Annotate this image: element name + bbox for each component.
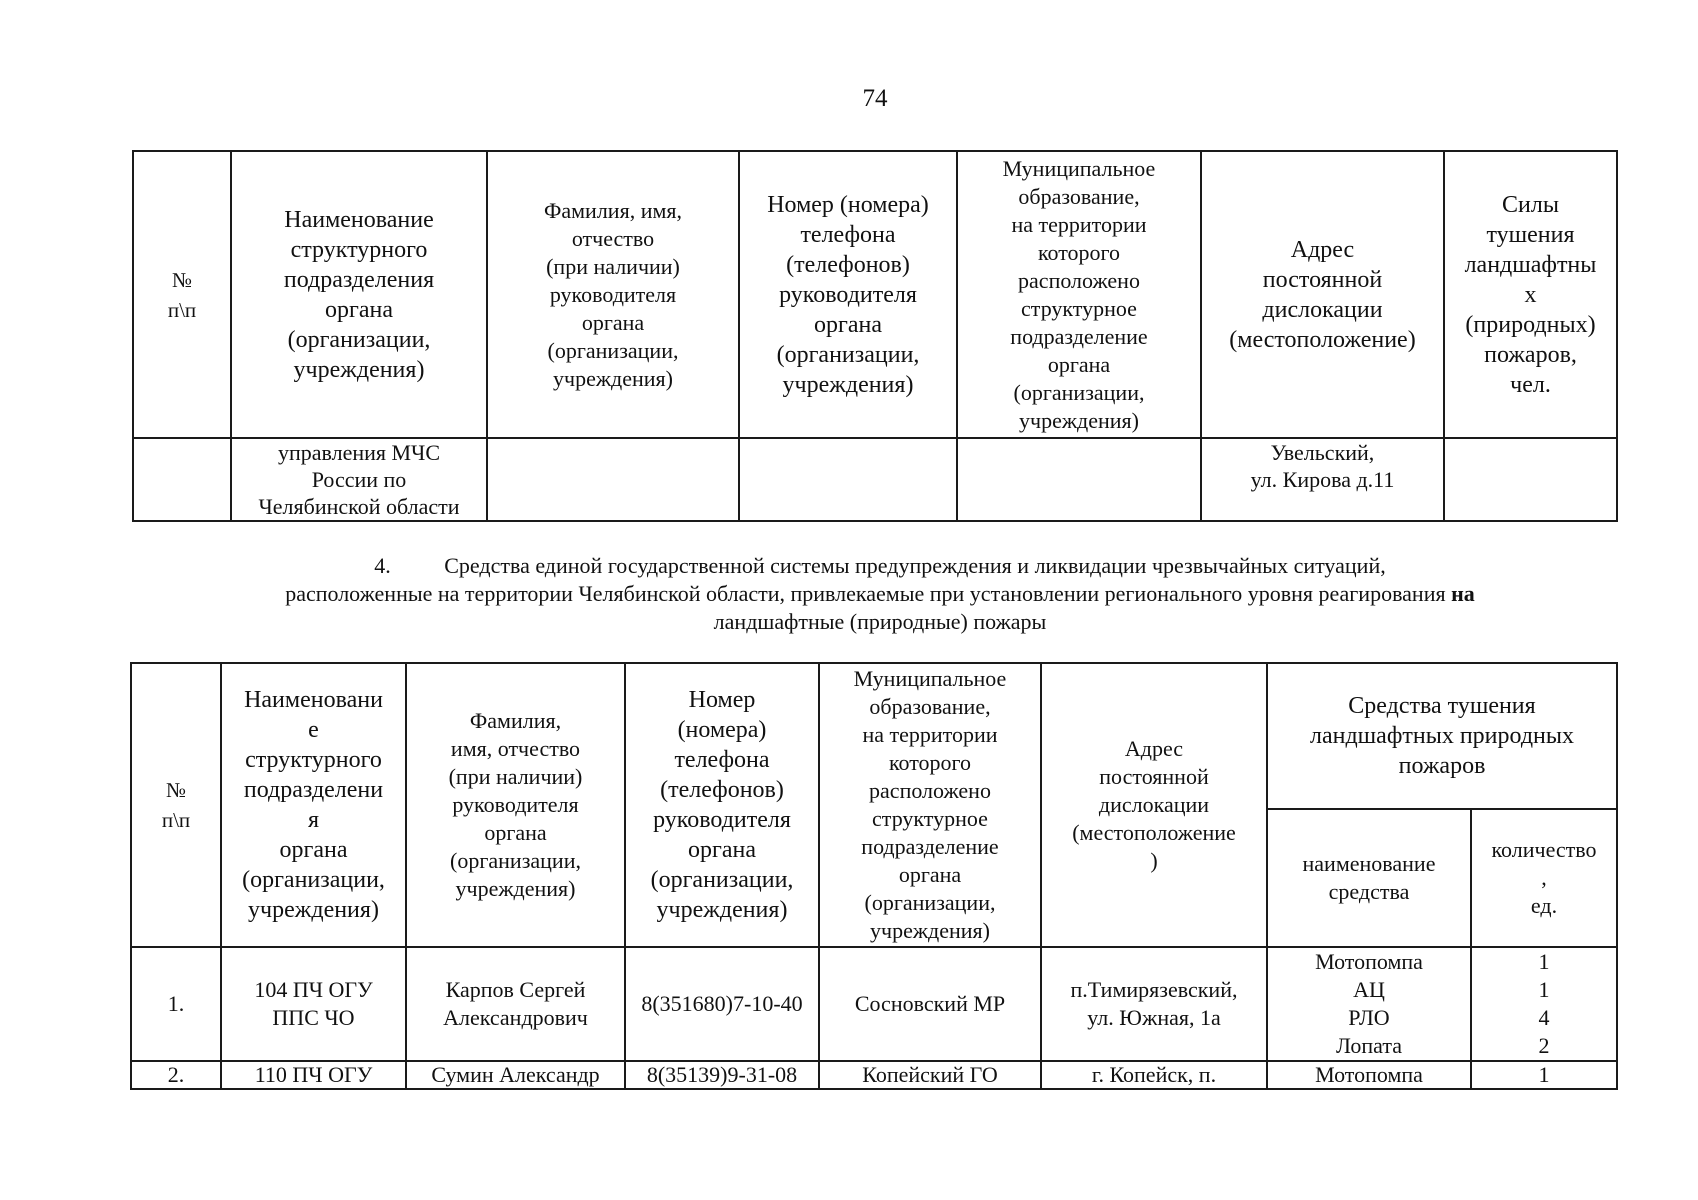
header-phone: Номер (номера) телефона (телефонов) руководителя органа (организации, учреждения) bbox=[739, 151, 957, 438]
cell-number: 2. bbox=[131, 1061, 221, 1089]
cell-means-names bbox=[1267, 947, 1471, 1061]
means-qty: 1 bbox=[1538, 949, 1550, 974]
cell-address: п.Тимирязевский, ул. Южная, 1а bbox=[1041, 947, 1267, 1061]
header-head-name: Фамилия, имя, отчество (при наличии) руководителя органа (организации, учреждения) bbox=[487, 151, 739, 438]
header-unit-name: Наименовани е структурного подразделени я органа (организации, учреждения) bbox=[221, 663, 406, 947]
cell-forces bbox=[1444, 438, 1617, 521]
section-title-bold: на bbox=[1451, 581, 1475, 606]
header-municipality: Муниципальное образование, на территории которого расположено структурное подразделение органа (организации, учреждения) bbox=[819, 663, 1041, 947]
means-table bbox=[130, 662, 1618, 1090]
cell-head-name: Карпов Сергей Александрович bbox=[406, 947, 625, 1061]
table-header-row bbox=[131, 663, 1617, 809]
cell-phone bbox=[739, 438, 957, 521]
table-row bbox=[133, 438, 1617, 521]
header-municipality: Муниципальное образование, на территории которого расположено структурное подразделение органа (организации, учреждения) bbox=[957, 151, 1201, 438]
cell-municipality bbox=[957, 438, 1201, 521]
table-row bbox=[131, 1061, 1617, 1089]
header-means: Средства тушения ландшафтных природных пожаров bbox=[1267, 663, 1617, 809]
section-title-line1: Средства единой государственной системы предупреждения и ликвидации чрезвычайных ситуаций, bbox=[444, 553, 1386, 578]
cell-head-name: Сумин Александр bbox=[406, 1061, 625, 1089]
cell-municipality: Копейский ГО bbox=[819, 1061, 1041, 1089]
table-header-row bbox=[133, 151, 1617, 438]
means-name: Лопата bbox=[1336, 1033, 1402, 1058]
section-title bbox=[220, 552, 1540, 636]
header-forces: Силы тушения ландшафтны х (природных) пожаров, чел. bbox=[1444, 151, 1617, 438]
means-name: АЦ bbox=[1353, 977, 1385, 1002]
header-number: № п\п bbox=[133, 151, 231, 438]
cell-phone: 8(351680)7-10-40 bbox=[625, 947, 819, 1061]
section-title-line2: расположенные на территории Челябинской области, привлекаемые при установлении регионального уровня реагирования bbox=[285, 581, 1452, 606]
cell-unit-name: управления МЧС России по Челябинской области bbox=[231, 438, 487, 521]
header-address: Адрес постоянной дислокации (местоположение ) bbox=[1041, 663, 1267, 947]
header-unit-name: Наименование структурного подразделения органа (организации, учреждения) bbox=[231, 151, 487, 438]
header-head-name: Фамилия, имя, отчество (при наличии) руководителя органа (организации, учреждения) bbox=[406, 663, 625, 947]
means-name: РЛО bbox=[1348, 1005, 1390, 1030]
cell-head-name bbox=[487, 438, 739, 521]
cell-phone: 8(35139)9-31-08 bbox=[625, 1061, 819, 1089]
table-row bbox=[131, 947, 1617, 1061]
forces-table bbox=[132, 150, 1618, 522]
cell-address: Увельский, ул. Кирова д.11 bbox=[1201, 438, 1444, 521]
means-qty: 2 bbox=[1538, 1033, 1550, 1058]
cell-number: 1. bbox=[131, 947, 221, 1061]
section-number: 4. bbox=[374, 553, 391, 578]
cell-number bbox=[133, 438, 231, 521]
cell-means-qty bbox=[1471, 947, 1617, 1061]
means-qty: 1 bbox=[1538, 977, 1550, 1002]
header-number: № п\п bbox=[131, 663, 221, 947]
header-address: Адрес постоянной дислокации (местоположение) bbox=[1201, 151, 1444, 438]
means-qty: 4 bbox=[1538, 1005, 1550, 1030]
cell-address: г. Копейск, п. bbox=[1041, 1061, 1267, 1089]
cell-unit-name: 110 ПЧ ОГУ bbox=[221, 1061, 406, 1089]
section-title-line3: ландшафтные (природные) пожары bbox=[713, 609, 1047, 634]
header-means-name: наименование средства bbox=[1267, 809, 1471, 947]
means-name: Мотопомпа bbox=[1315, 949, 1423, 974]
header-phone: Номер (номера) телефона (телефонов) руководителя органа (организации, учреждения) bbox=[625, 663, 819, 947]
header-means-qty: количество , ед. bbox=[1471, 809, 1617, 947]
cell-municipality: Сосновский МР bbox=[819, 947, 1041, 1061]
page-number: 74 bbox=[862, 85, 888, 112]
means-qty: 1 bbox=[1471, 1061, 1617, 1089]
means-name: Мотопомпа bbox=[1267, 1061, 1471, 1089]
cell-unit-name: 104 ПЧ ОГУ ППС ЧО bbox=[221, 947, 406, 1061]
